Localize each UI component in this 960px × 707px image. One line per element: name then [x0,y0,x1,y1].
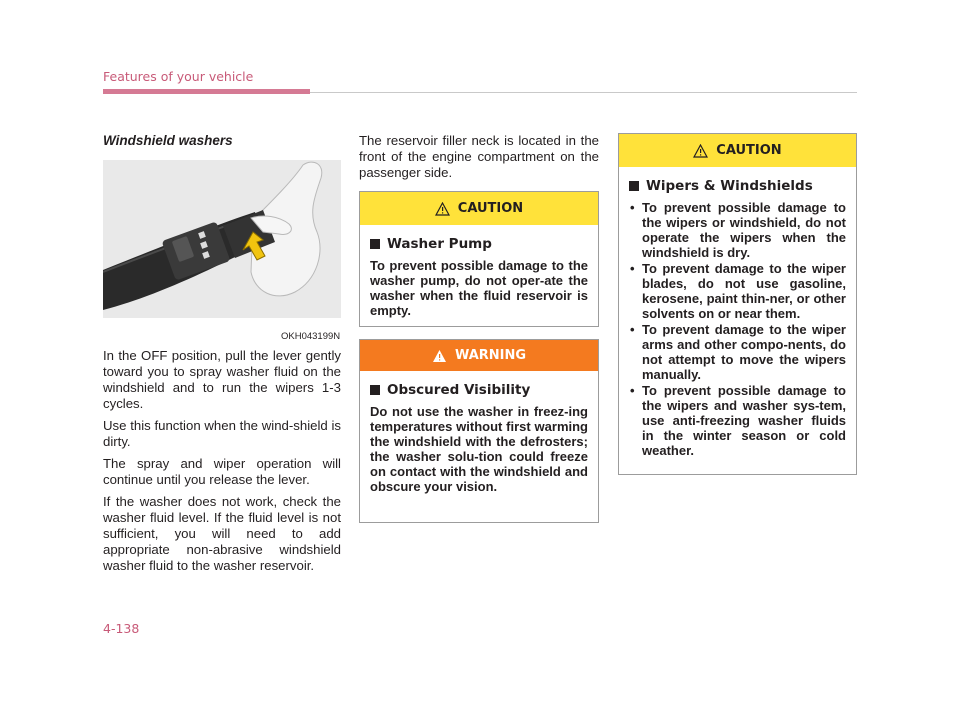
paragraph: Use this function when the wind-shield is dirty. [103,418,341,449]
page-number: 4-138 [103,621,140,636]
paragraph: In the OFF position, pull the lever gently toward you to spray washer fluid on the windshield and to run the wipers 1-3 cycles. [103,348,341,411]
warning-text: Do not use the washer in freez-ing temperatures without first warming the windshield with the defrosters; the washer solu-tion could freeze on contact with the windshield and obscure your vision. [370,404,588,494]
caution-subheading [370,236,588,252]
paragraph: If the washer does not work, check the washer fluid level. If the fluid level is not sufficient, you will need to add appropriate non-abrasive windshield washer fluid to the washer reservoir. [103,494,341,573]
header-divider [310,92,857,93]
paragraph: The spray and wiper operation will continue until you release the lever. [103,456,341,487]
caution-box-wipers-windshields [618,133,857,475]
figure-code: OKH043199N [281,331,341,342]
section-header: Features of your vehicle [103,69,254,84]
caution-header [360,192,598,225]
caution-triangle-icon [435,202,450,216]
subheading-label: Obscured Visibility [387,382,531,398]
list-item: • To prevent possible damage to the wipers or windshield, do not operate the wipers when the windshield is dry. [629,200,846,260]
caution-bullet-list [629,200,846,458]
warning-box-obscured-visibility [359,339,599,523]
wiper-lever-illustration [103,160,341,318]
left-body-text [103,348,341,580]
caution-box-washer-pump [359,191,599,327]
reservoir-location-paragraph: The reservoir filler neck is located in the front of the engine compartment on the passenger side. [359,133,599,180]
bullet-square-icon [629,181,639,191]
header-accent-rule [103,89,310,94]
section-title: Windshield washers [103,133,233,148]
warning-heading: WARNING [454,348,527,363]
bullet-square-icon [370,385,380,395]
caution-triangle-icon [693,144,708,158]
caution-subheading [629,178,846,194]
list-item: • To prevent damage to the wiper arms and other compo-nents, do not attempt to move the wipers manually. [629,322,846,382]
bullet-square-icon [370,239,380,249]
subheading-label: Washer Pump [387,236,492,252]
list-item: • To prevent possible damage to the wipers and washer sys-tem, use anti-freezing washer fluids in the winter season or cold weather. [629,383,846,458]
list-item: • To prevent damage to the wiper blades, do not use gasoline, kerosene, paint thin-ner, or other solvents on or near them. [629,261,846,321]
caution-heading: CAUTION [457,201,524,216]
caution-header [619,134,856,167]
warning-subheading [370,382,588,398]
subheading-label: Wipers & Windshields [646,178,813,194]
warning-triangle-icon [432,349,447,363]
caution-heading: CAUTION [716,143,782,158]
warning-header [360,340,598,371]
caution-text: To prevent possible damage to the washer pump, do not oper-ate the washer when the fluid reservoir is empty. [370,258,588,318]
